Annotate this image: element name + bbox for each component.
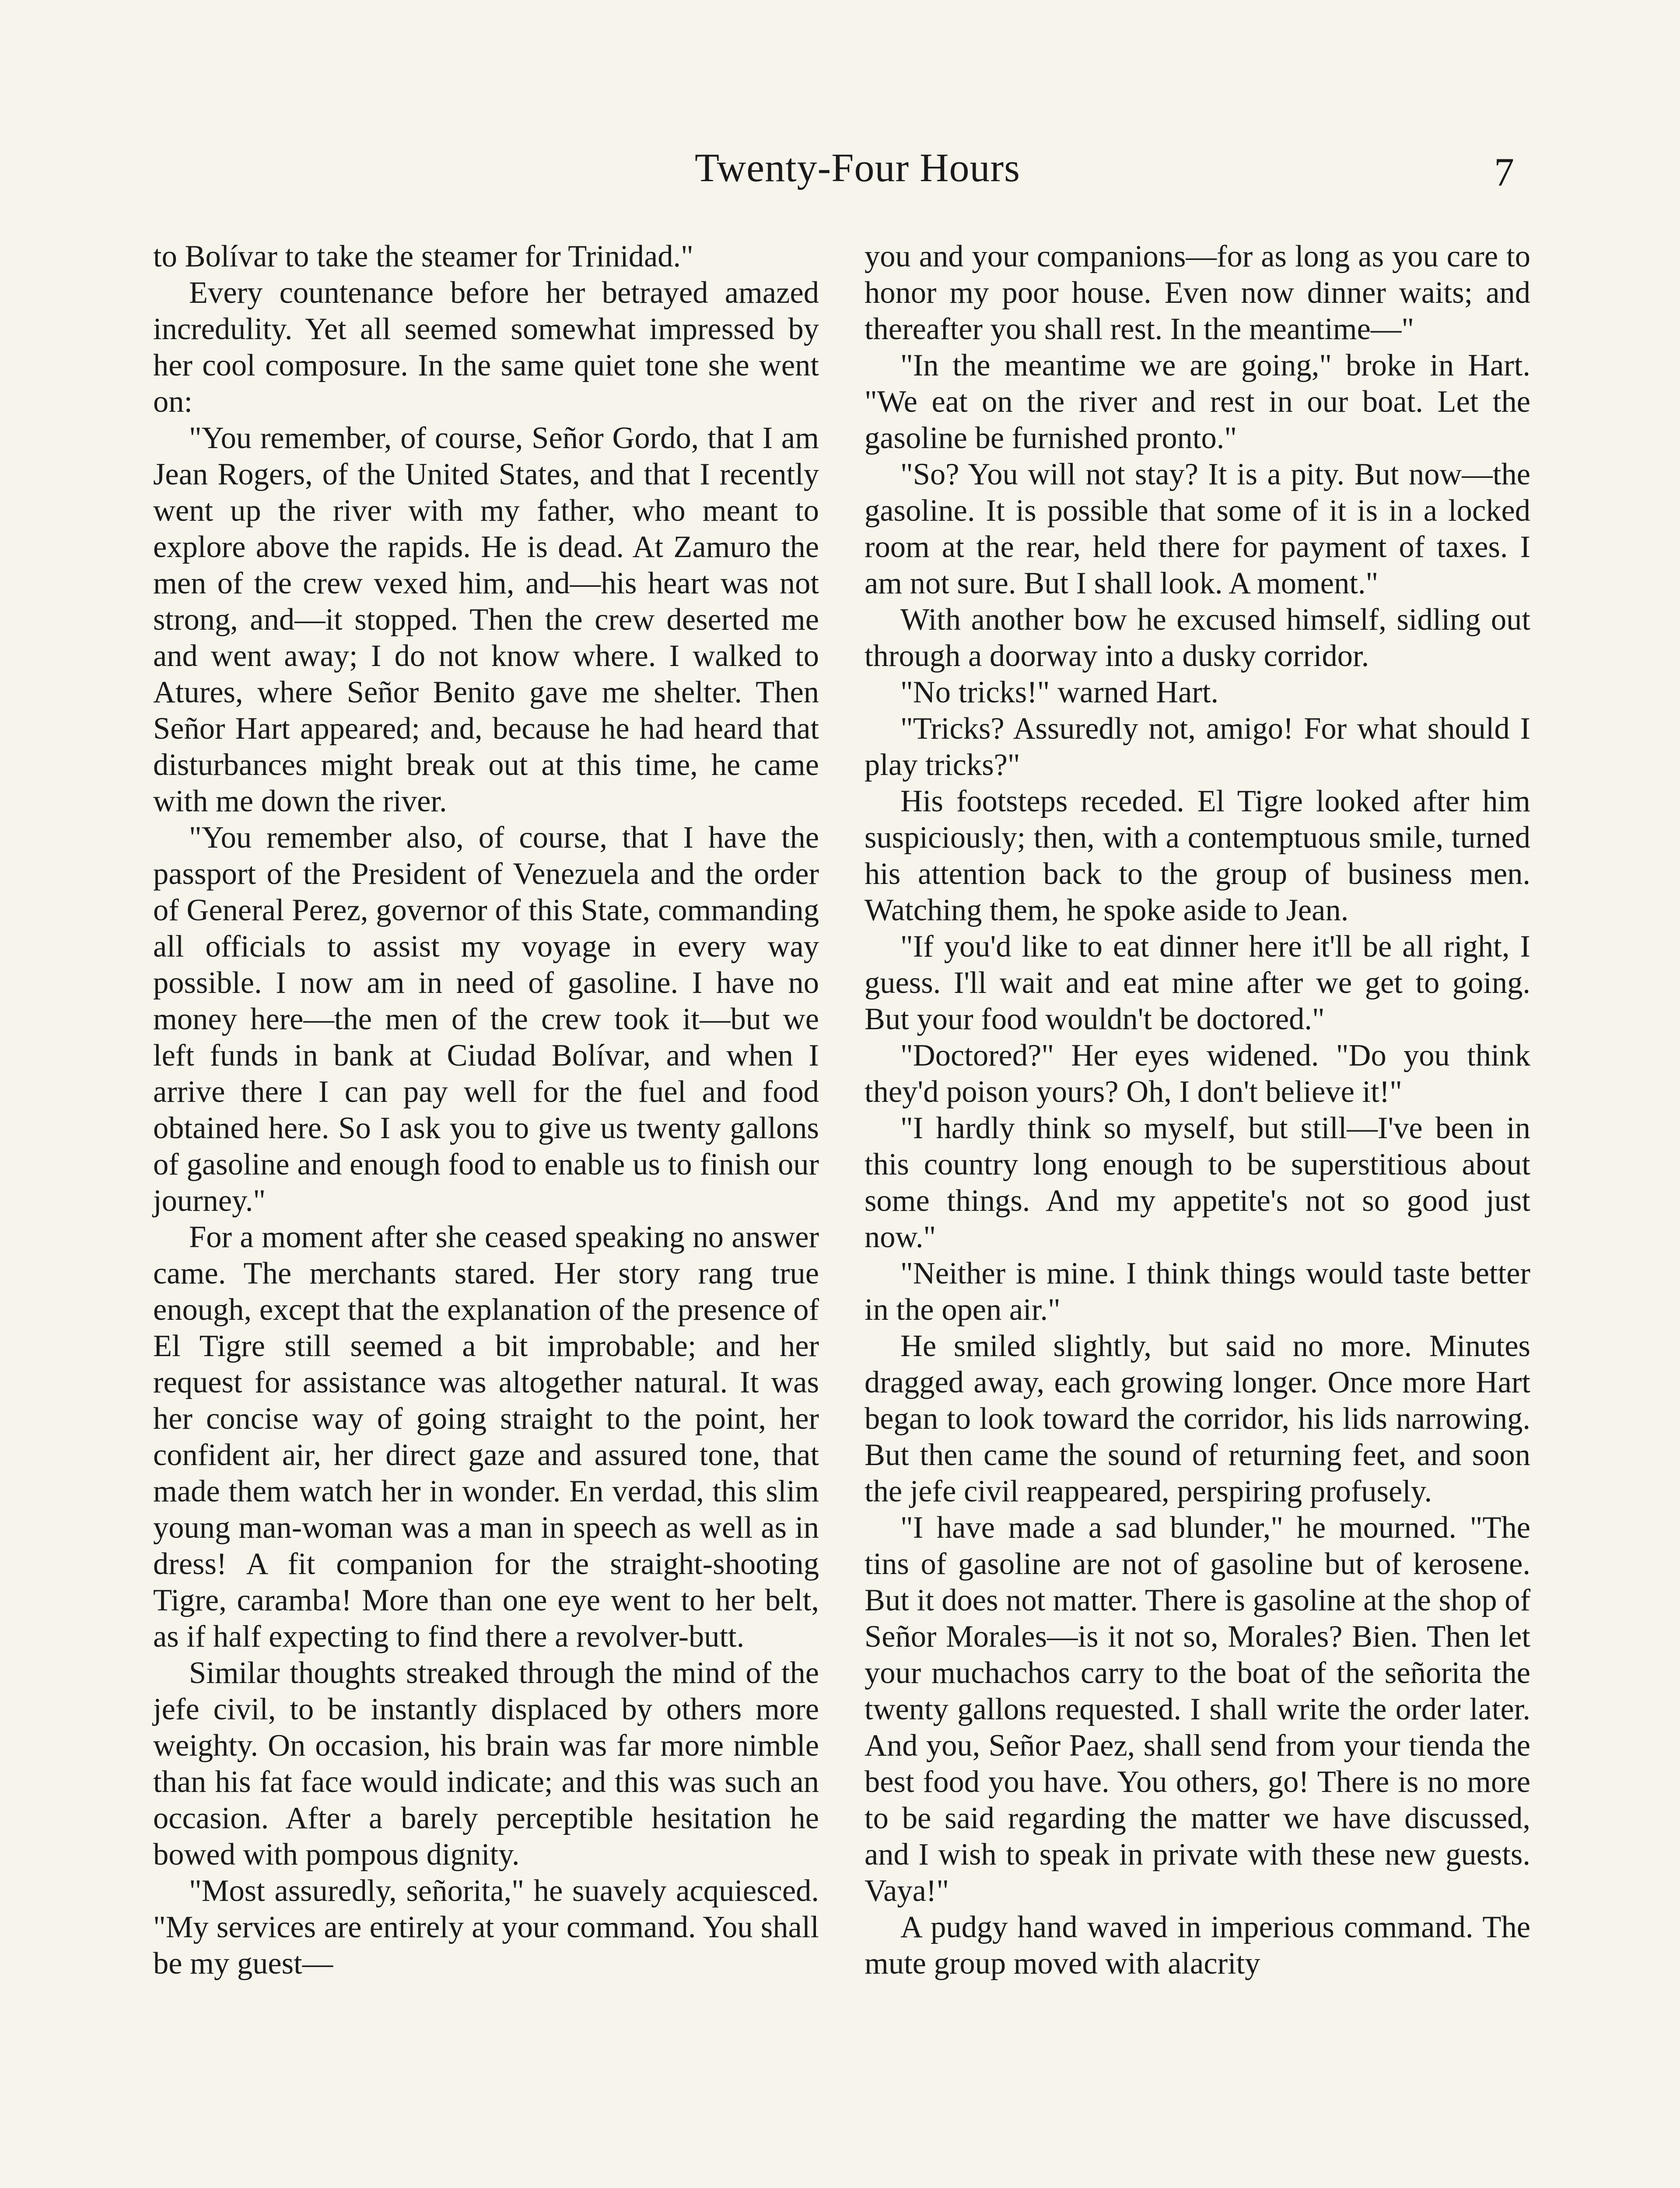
paragraph: "I hardly think so myself, but still—I've been in this country long enough to be superstitious about some things. And my appetite's not so good just now.": [864, 1111, 1530, 1254]
paragraph: A pudgy hand waved in imperious command. The mute group moved with alacrity: [864, 1910, 1530, 1981]
page-number: 7: [1494, 150, 1514, 194]
paragraph: "Doctored?" Her eyes widened. "Do you think they'd poison yours? Oh, I don't believe it!": [864, 1038, 1530, 1109]
left-column: [153, 238, 819, 1982]
paragraph: "You remember, of course, Señor Gordo, that I am Jean Rogers, of the United States, and that I recently went up the river with my father, who meant to explore above the rapids. He is dead. At Zamuro the men of the crew vexed him, and—his heart was not strong, and—it stopped. Then the crew deserted me and went away; I do not know where. I walked to Atures, where Señor Benito gave me shelter. Then Señor Hart appeared; and, because he had heard that disturbances might break out at this time, he came with me down the river.: [153, 421, 819, 818]
paragraph: Every countenance before her betrayed amazed incredulity. Yet all seemed somewhat impressed by her cool composure. In the same quiet tone she went on:: [153, 276, 819, 419]
paragraph: "Most assuredly, señorita," he suavely acquiesced. "My services are entirely at your command. You shall be my guest—: [153, 1874, 819, 1981]
right-column: [864, 238, 1530, 1982]
paragraph: With another bow he excused himself, sidling out through a doorway into a dusky corridor.: [864, 603, 1530, 673]
paragraph: "You remember also, of course, that I have the passport of the President of Venezuela and the order of General Perez, governor of this State, commanding all officials to assist my voyage in every way possible. I now am in need of gasoline. I have no money here—the men of the crew took it—but we left funds in bank at Ciudad Bolívar, and when I arrive there I can pay well for the fuel and food obtained here. So I ask you to give us twenty gallons of gasoline and enough food to enable us to finish our journey.": [153, 820, 819, 1218]
paragraph: "So? You will not stay? It is a pity. But now—the gasoline. It is possible that some of it is in a locked room at the rear, held there for payment of taxes. I am not sure. But I shall look. A moment.": [864, 457, 1530, 600]
paragraph: you and your companions—for as long as you care to honor my poor house. Even now dinner waits; and thereafter you shall rest. In the meantime—": [864, 239, 1530, 346]
paragraph: "If you'd like to eat dinner here it'll be all right, I guess. I'll wait and eat mine after we get to going. But your food wouldn't be doctored.": [864, 929, 1530, 1036]
paragraph: His footsteps receded. El Tigre looked after him suspiciously; then, with a contemptuous smile, turned his attention back to the group of business men. Watching them, he spoke aside to Jean.: [864, 784, 1530, 927]
paragraph: "No tricks!" warned Hart.: [900, 675, 1219, 709]
paragraph: to Bolívar to take the steamer for Trinidad.": [153, 239, 693, 274]
paragraph: "In the meantime we are going," broke in Hart. "We eat on the river and rest in our boat. Let the gasoline be furnished pronto.": [864, 348, 1530, 455]
paragraph: For a moment after she ceased speaking no answer came. The merchants stared. Her story rang true enough, except that the explanation of the presence of El Tigre still seemed a bit improbable; and her request for assistance was altogether natural. It was her concise way of going straight to the point, her confident air, her direct gaze and assured tone, that made them watch her in wonder. En verdad, this slim young man-woman was a man in speech as well as in dress! A fit companion for the straight-shooting Tigre, caramba! More than one eye went to her belt, as if half expecting to find there a revolver-butt.: [153, 1220, 819, 1654]
paragraph: "Tricks? Assuredly not, amigo! For what should I play tricks?": [864, 712, 1530, 782]
running-head: Twenty-Four Hours: [695, 145, 1020, 190]
paragraph: "I have made a sad blunder," he mourned. "The tins of gasoline are not of gasoline but of kerosene. But it does not matter. There is gasoline at the shop of Señor Morales—is it not so, Morales? Bien. Then let your muchachos carry to the boat of the señorita the twenty gallons requested. I shall write the order later. And you, Señor Paez, shall send from your tienda the best food you have. You others, go! There is no more to be said regarding the matter we have discussed, and I wish to speak in private with these new guests. Vaya!": [864, 1511, 1531, 1908]
paragraph: He smiled slightly, but said no more. Minutes dragged away, each growing longer. Once more Hart began to look toward the corridor, his lids narrowing. But then came the sound of returning feet, and soon the jefe civil reappeared, perspiring profusely.: [864, 1329, 1530, 1508]
paragraph: "Neither is mine. I think things would taste better in the open air.": [864, 1256, 1530, 1327]
paragraph: Similar thoughts streaked through the mind of the jefe civil, to be instantly displaced by others more weighty. On occasion, his brain was far more nimble than his fat face would indicate; and this was such an occasion. After a barely perceptible hesitation he bowed with pompous dignity.: [153, 1656, 819, 1872]
